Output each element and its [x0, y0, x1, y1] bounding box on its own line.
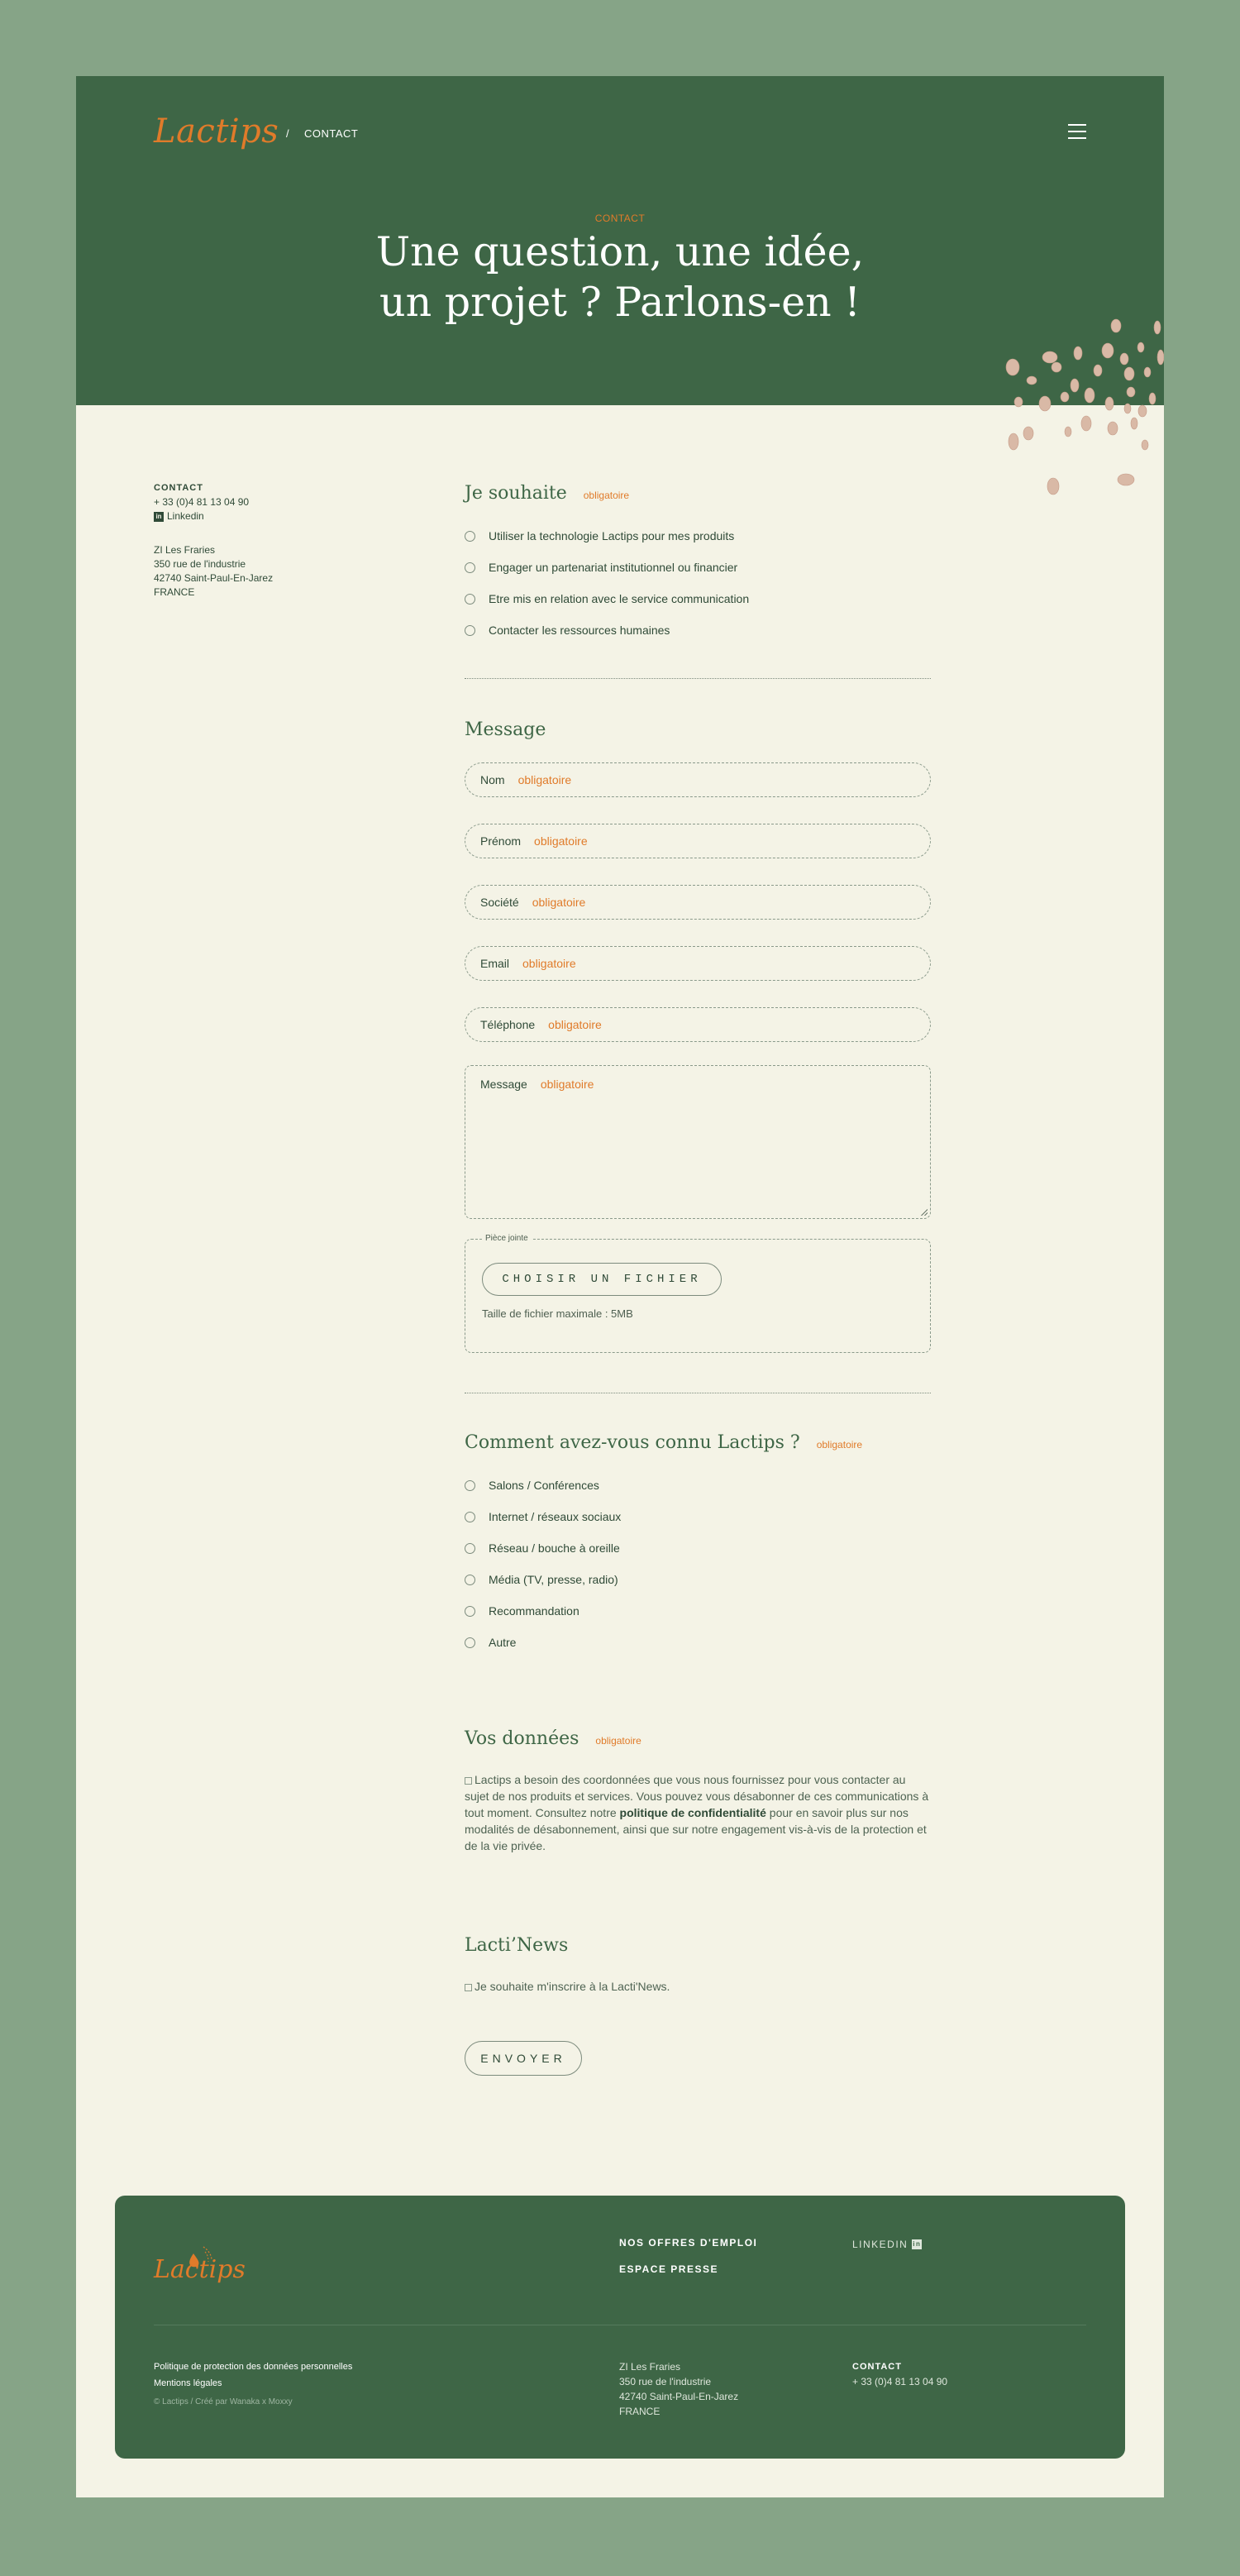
- message-textarea[interactable]: [465, 1065, 931, 1219]
- footer-address-line: 350 rue de l'industrie: [619, 2376, 712, 2387]
- source-option-label: Média (TV, presse, radio): [489, 1573, 618, 1586]
- email-field[interactable]: [465, 946, 931, 981]
- wish-option[interactable]: [465, 561, 737, 574]
- wish-option[interactable]: [465, 624, 670, 637]
- copyright: © Lactips / Créé par Wanaka x Moxxy: [154, 2397, 293, 2406]
- page-title-line-2: un projet ? Parlons-en !: [379, 279, 861, 326]
- data-text-after: pour en savoir plus sur nos modalités de désabonnement, ainsi que sur notre engagement vis-à-vis de la protection et de la vie privée.: [465, 1806, 927, 1852]
- linkedin-icon: in: [154, 512, 164, 522]
- source-option[interactable]: [465, 1510, 621, 1523]
- field-label: Téléphone: [480, 1018, 536, 1031]
- radio-icon[interactable]: [465, 1543, 475, 1554]
- aside-address-line: 350 rue de l'industrie: [154, 558, 246, 570]
- field-required: obligatoire: [532, 896, 586, 909]
- telephone-field[interactable]: [465, 1007, 931, 1042]
- hero-kicker: CONTACT: [594, 213, 646, 224]
- breadcrumb-separator: /: [286, 127, 289, 140]
- radio-icon[interactable]: [465, 531, 475, 542]
- source-required: obligatoire: [816, 1439, 863, 1450]
- wish-option[interactable]: [465, 529, 734, 542]
- send-button[interactable]: ENVOYER: [465, 2041, 582, 2076]
- attachment-fieldset: [465, 1234, 931, 1353]
- message-title: Message: [465, 719, 546, 740]
- source-option-label: Internet / réseaux sociaux: [489, 1510, 622, 1523]
- source-option[interactable]: [465, 1573, 618, 1586]
- wish-option-label: Engager un partenariat institutionnel ou financier: [489, 561, 738, 574]
- job-offers-link[interactable]: NOS OFFRES D'EMPLOI: [619, 2237, 758, 2249]
- nom-field[interactable]: [465, 762, 931, 797]
- data-required: obligatoire: [595, 1735, 641, 1747]
- wish-option-label: Utiliser la technologie Lactips pour mes produits: [489, 529, 735, 542]
- file-size-note: Taille de fichier maximale : 5MB: [482, 1307, 633, 1320]
- legal-link[interactable]: Mentions légales: [154, 2378, 222, 2388]
- source-option-label: Salons / Conférences: [489, 1479, 599, 1492]
- source-title: [465, 1432, 862, 1453]
- source-option[interactable]: [465, 1636, 516, 1649]
- wish-option-label: Etre mis en relation avec le service communication: [489, 592, 750, 605]
- aside-address-line: FRANCE: [154, 586, 195, 598]
- field-label: Message: [480, 1078, 527, 1091]
- resize-handle-icon[interactable]: [921, 1209, 928, 1216]
- societe-field[interactable]: [465, 885, 931, 920]
- source-option[interactable]: [465, 1479, 599, 1492]
- aside-phone[interactable]: + 33 (0)4 81 13 04 90: [154, 496, 250, 508]
- section-divider: [465, 678, 931, 679]
- data-title-text: Vos données: [465, 1728, 579, 1749]
- page-title-line-1: Une question, une idée,: [375, 228, 865, 275]
- radio-icon[interactable]: [465, 1575, 475, 1585]
- news-checkbox-label[interactable]: Je souhaite m'inscrire à la Lacti'News.: [475, 1980, 670, 1993]
- data-text-before: Lactips a besoin des coordonnées que vous nous fournissez pour vous contacter au sujet de nos produits et services. Vous pouvez vous désabonner de ces communications à tout moment. Consultez notre: [465, 1773, 929, 1819]
- field-label: Prénom: [480, 834, 522, 848]
- footer-contact-label: CONTACT: [852, 2362, 902, 2372]
- radio-icon[interactable]: [465, 1512, 475, 1522]
- prenom-field[interactable]: [465, 824, 931, 858]
- source-option-label: Autre: [489, 1636, 517, 1649]
- checkbox-icon[interactable]: [465, 1777, 472, 1785]
- source-title-text: Comment avez-vous connu Lactips ?: [465, 1432, 800, 1453]
- source-option[interactable]: [465, 1541, 620, 1555]
- page: [76, 76, 1164, 2497]
- news-consent: [465, 1978, 931, 1995]
- source-option[interactable]: [465, 1604, 579, 1618]
- data-consent: [465, 1771, 931, 1854]
- pellets-decoration: [936, 299, 1164, 647]
- radio-icon[interactable]: [465, 1637, 475, 1648]
- wish-option-label: Contacter les ressources humaines: [489, 624, 670, 637]
- aside-address: [154, 543, 273, 600]
- footer-address-line: ZI Les Fraries: [619, 2361, 681, 2373]
- radio-icon[interactable]: [465, 1480, 475, 1491]
- footer-address-line: 42740 Saint-Paul-En-Jarez: [619, 2391, 739, 2402]
- field-required: obligatoire: [522, 957, 576, 970]
- choose-file-button[interactable]: CHOISIR UN FICHIER: [482, 1263, 722, 1296]
- wish-option[interactable]: [465, 592, 749, 605]
- wish-title-text: Je souhaite: [465, 483, 567, 504]
- checkbox-icon[interactable]: [465, 1984, 472, 1991]
- footer: [115, 2196, 1125, 2459]
- source-option-label: Recommandation: [489, 1604, 579, 1618]
- field-label: Société: [480, 896, 519, 909]
- footer-address: [619, 2359, 738, 2419]
- aside-linkedin-link[interactable]: [154, 509, 273, 523]
- news-title: Lacti’News: [465, 1935, 569, 1956]
- footer-contact: [852, 2359, 947, 2389]
- source-option-label: Réseau / bouche à oreille: [489, 1541, 620, 1555]
- aside-linkedin-label: Linkedin: [167, 510, 204, 522]
- contact-aside: [154, 481, 273, 600]
- radio-icon[interactable]: [465, 625, 475, 636]
- footer-phone[interactable]: + 33 (0)4 81 13 04 90: [852, 2376, 948, 2387]
- field-required: obligatoire: [540, 1078, 594, 1091]
- breadcrumb-current[interactable]: CONTACT: [304, 127, 359, 140]
- wish-required: obligatoire: [583, 490, 630, 501]
- menu-icon[interactable]: [1068, 124, 1086, 141]
- footer-address-line: FRANCE: [619, 2406, 661, 2417]
- aside-address-line: ZI Les Fraries: [154, 544, 216, 556]
- linkedin-icon: in: [913, 2240, 922, 2248]
- radio-icon[interactable]: [465, 594, 475, 605]
- footer-logo[interactable]: Lactips: [154, 2255, 246, 2284]
- field-required: obligatoire: [548, 1018, 602, 1031]
- aside-address-line: 42740 Saint-Paul-En-Jarez: [154, 572, 274, 584]
- field-label: Nom: [480, 773, 505, 786]
- press-link[interactable]: ESPACE PRESSE: [619, 2263, 718, 2275]
- radio-icon[interactable]: [465, 562, 475, 573]
- footer-linkedin-link[interactable]: [852, 2239, 922, 2250]
- field-label: Email: [480, 957, 510, 970]
- privacy-link[interactable]: Politique de protection des données personnelles: [154, 2362, 353, 2372]
- attachment-legend: Pièce jointe: [482, 1234, 532, 1243]
- privacy-policy-link[interactable]: politique de confidentialité: [619, 1806, 766, 1819]
- field-required: obligatoire: [517, 773, 572, 786]
- radio-icon[interactable]: [465, 1606, 475, 1617]
- footer-linkedin-label: LINKEDIN: [852, 2239, 909, 2250]
- wish-title: [465, 483, 629, 504]
- field-required: obligatoire: [534, 834, 588, 848]
- logo[interactable]: Lactips: [154, 112, 279, 151]
- aside-contact-label: CONTACT: [154, 483, 203, 493]
- data-title: [465, 1728, 641, 1749]
